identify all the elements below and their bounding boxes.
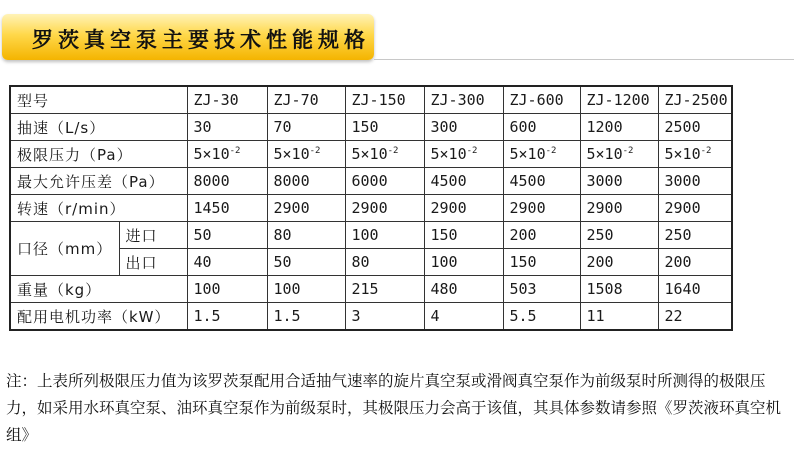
table-cell: 2900	[580, 195, 658, 222]
title-banner	[2, 14, 374, 60]
row-label: 抽速（L/s）	[10, 114, 187, 141]
table-row-motor-power	[10, 303, 732, 331]
table-row-weight	[10, 276, 732, 303]
spec-table	[9, 85, 733, 331]
table-cell: 6000	[345, 168, 424, 195]
table-cell: $5\times 10^{-2}$	[580, 141, 658, 168]
table-cell: 250	[658, 222, 732, 249]
table-cell: $5\times 10^{-2}$	[503, 141, 580, 168]
table-cell: 200	[503, 222, 580, 249]
table-cell: 2900	[267, 195, 345, 222]
model-cell: ZJ-1200	[580, 86, 658, 114]
table-row-max-pressure-diff	[10, 168, 732, 195]
row-label: 极限压力（Pa）	[10, 141, 187, 168]
table-cell: $5\times 10^{-2}$	[345, 141, 424, 168]
row-label: 型号	[10, 86, 187, 114]
table-cell: 50	[187, 222, 267, 249]
table-cell: 2900	[424, 195, 503, 222]
sub-row-label: 出口	[119, 249, 187, 276]
table-cell: 1.5	[267, 303, 345, 331]
table-cell: 40	[187, 249, 267, 276]
table-cell: 1.5	[187, 303, 267, 331]
table-cell: 300	[424, 114, 503, 141]
table-cell: $5\times 10^{-2}$	[424, 141, 503, 168]
model-cell: ZJ-30	[187, 86, 267, 114]
sub-row-label: 进口	[119, 222, 187, 249]
table-cell: $5\times 10^{-2}$	[267, 141, 345, 168]
model-cell: ZJ-600	[503, 86, 580, 114]
page-title: 罗茨真空泵主要技术性能规格	[32, 28, 370, 52]
table-cell: 3	[345, 303, 424, 331]
model-cell: ZJ-150	[345, 86, 424, 114]
table-row-rotation-speed	[10, 195, 732, 222]
table-cell: 2900	[503, 195, 580, 222]
table-cell: 22	[658, 303, 732, 331]
table-row-model	[10, 86, 732, 114]
table-cell: 150	[345, 114, 424, 141]
table-row-inlet	[10, 222, 732, 249]
table-cell: 3000	[658, 168, 732, 195]
table-cell: 11	[580, 303, 658, 331]
table-cell: 150	[424, 222, 503, 249]
model-cell: ZJ-70	[267, 86, 345, 114]
table-cell: 4500	[424, 168, 503, 195]
table-cell: $5\times 10^{-2}$	[187, 141, 267, 168]
table-cell: 600	[503, 114, 580, 141]
table-row-pumping-speed	[10, 114, 732, 141]
table-cell: 100	[267, 276, 345, 303]
table-cell: 1508	[580, 276, 658, 303]
table-cell: 80	[267, 222, 345, 249]
model-cell: ZJ-300	[424, 86, 503, 114]
table-cell: 80	[345, 249, 424, 276]
row-label: 最大允许压差（Pa）	[10, 168, 187, 195]
table-cell: 8000	[187, 168, 267, 195]
row-label: 配用电机功率（kW）	[10, 303, 187, 331]
table-row-outlet	[10, 249, 732, 276]
table-cell: 200	[580, 249, 658, 276]
table-cell: 1200	[580, 114, 658, 141]
table-cell: 100	[424, 249, 503, 276]
table-cell: 2900	[658, 195, 732, 222]
table-cell: 4	[424, 303, 503, 331]
table-cell: 200	[658, 249, 732, 276]
title-divider	[374, 59, 794, 60]
row-label: 口径（mm）	[10, 222, 119, 276]
table-cell: 8000	[267, 168, 345, 195]
table-cell: 5.5	[503, 303, 580, 331]
footnote: 注：上表所列极限压力值为该罗茨泵配用合适抽气速率的旋片真空泵或滑阀真空泵作为前级泵时所测得的极限压力，如采用水环真空泵、油环真空泵作为前级泵时，其极限压力会高于该值，其具体参数请参照《罗茨液环真空机组》	[6, 372, 782, 444]
table-cell: $5\times 10^{-2}$	[658, 141, 732, 168]
table-cell: 100	[345, 222, 424, 249]
table-cell: 250	[580, 222, 658, 249]
table-cell: 1640	[658, 276, 732, 303]
table-cell: 30	[187, 114, 267, 141]
table-cell: 3000	[580, 168, 658, 195]
table-cell: 4500	[503, 168, 580, 195]
table-cell: 150	[503, 249, 580, 276]
table-cell: 1450	[187, 195, 267, 222]
table-cell: 503	[503, 276, 580, 303]
table-cell: 100	[187, 276, 267, 303]
table-cell: 50	[267, 249, 345, 276]
model-cell: ZJ-2500	[658, 86, 732, 114]
table-cell: 215	[345, 276, 424, 303]
table-cell: 70	[267, 114, 345, 141]
table-cell: 480	[424, 276, 503, 303]
table-row-ultimate-pressure	[10, 141, 732, 168]
row-label: 转速（r/min）	[10, 195, 187, 222]
table-cell: 2900	[345, 195, 424, 222]
row-label: 重量（kg）	[10, 276, 187, 303]
table-cell: 2500	[658, 114, 732, 141]
